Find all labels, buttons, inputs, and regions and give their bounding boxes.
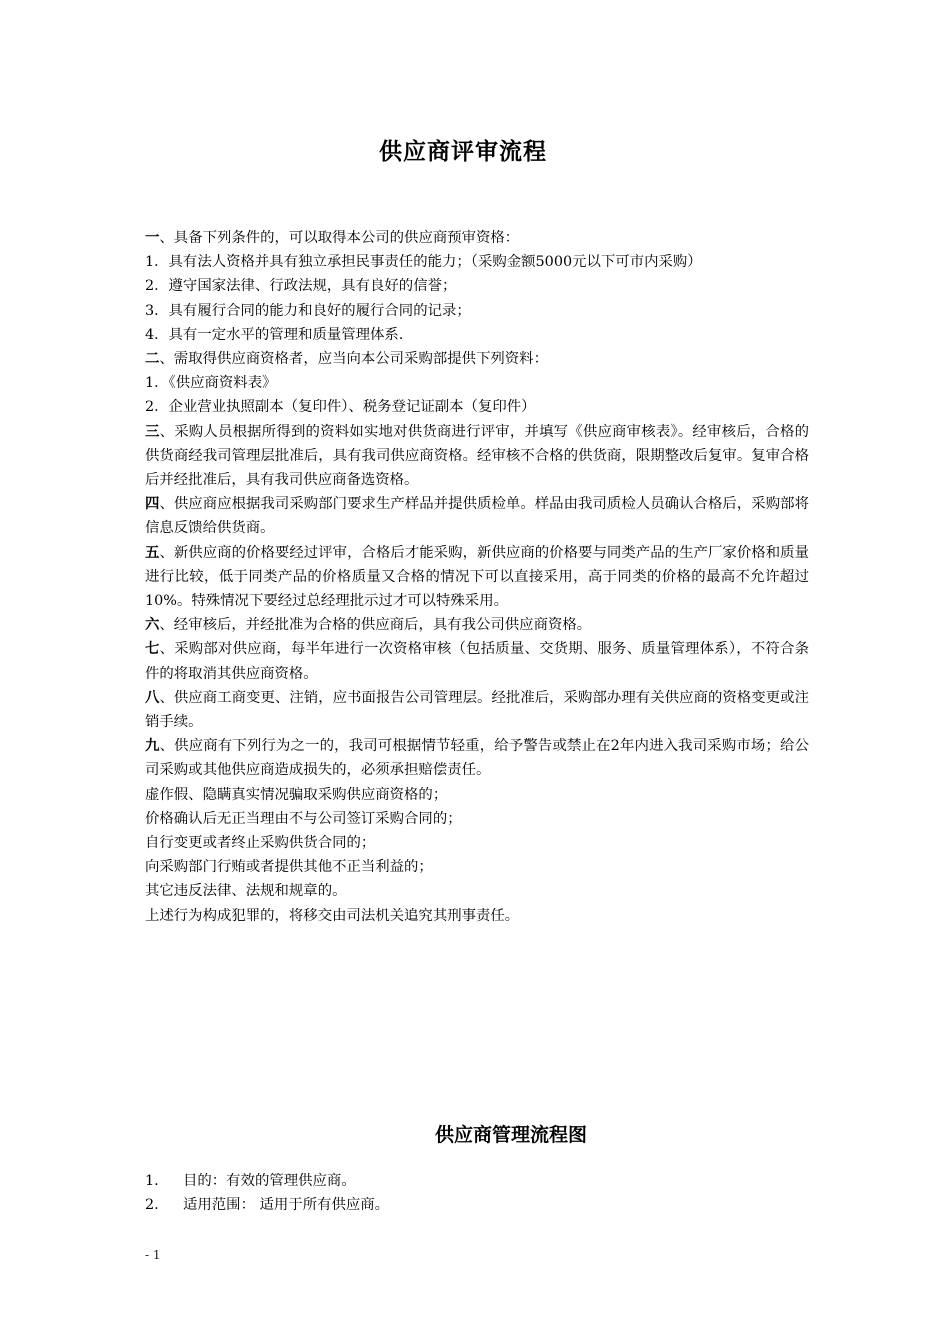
flow-items [145, 1169, 809, 1217]
document-body [145, 226, 809, 928]
list-item [145, 1169, 809, 1193]
list-item: 1．具有法人资格并具有独立承担民事责任的能力；（采购金额5000元以下可市内采购） [145, 254, 702, 271]
section-5-paragraph: 五、新供应商的价格要经过评审，合格后才能采购，新供应商的价格要与同类产品的生产厂家价格和质量进行比较，低于同类产品的价格质量又合格的情况下可以直接采用，高于同类的价格的最高不允许超过10%。特殊情况下要经过总经理批示过才可以特殊采用。 [145, 544, 809, 610]
section-2-heading: 二、需取得供应商资格者，应当向本公司采购部提供下列资料： [145, 351, 548, 368]
flow-chart-title: 供应商管理流程图 [435, 1124, 588, 1146]
item-number: 2. [145, 1197, 159, 1214]
item-text: 目的：有效的管理供应商。 [183, 1173, 356, 1189]
item-text: 适用范围： 适用于所有供应商。 [183, 1197, 390, 1214]
list-item: 3．具有履行合同的能力和良好的履行合同的记录； [145, 302, 471, 319]
list-item: 1．《供应商资料表》 [145, 375, 277, 392]
list-item: 向采购部门行贿或者提供其他不正当利益的； [145, 859, 433, 876]
section-3-paragraph: 三、采购人员根据所得到的资料如实地对供货商进行评审，并填写《供应商审核表》。经审核后，合格的供货商经我司管理层批准后，具有我司供应商资格。经审核不合格的供货商，限期整改后复审。复审合格后并经批准后，具有我司供应商备选资格。 [145, 423, 809, 489]
list-item: 其它违反法律、法规和规章的。 [145, 883, 347, 900]
closing-note: 上述行为构成犯罪的，将移交由司法机关追究其刑事责任。 [145, 907, 520, 924]
list-item: 2．遵守国家法律、行政法规，具有良好的信誉； [145, 278, 457, 295]
section-7-paragraph: 七、采购部对供应商，每半年进行一次资格审核（包括质量、交货期、服务、质量管理体系），不符合条件的将取消其供应商资格。 [145, 641, 809, 682]
item-number: 1. [145, 1173, 159, 1189]
section-1-heading: 一、具备下列条件的，可以取得本公司的供应商预审资格： [145, 230, 520, 246]
section-9-paragraph: 九、供应商有下列行为之一的，我司可根据情节轻重，给予警告或禁止在2年内进入我司采购市场；给公司采购或其他供应商造成损失的，必须承担赔偿责任。 [145, 738, 809, 779]
section-4-paragraph: 四、供应商应根据我司采购部门要求生产样品并提供质检单。样品由我司质检人员确认合格后，采购部将信息反馈给供货商。 [145, 496, 809, 537]
list-item [145, 1193, 809, 1217]
list-item: 价格确认后无正当理由不与公司签订采购合同的； [145, 810, 462, 827]
document-title: 供应商评审流程 [379, 139, 547, 165]
list-item: 2．企业营业执照副本（复印件）、税务登记证副本（复印件） [145, 399, 536, 416]
section-6-paragraph: 六、经审核后，并经批准为合格的供应商后，具有我公司供应商资格。 [145, 617, 592, 634]
list-item: 4．具有一定水平的管理和质量管理体系. [145, 326, 404, 343]
list-item: 虚作假、隐瞒真实情况骗取采购供应商资格的； [145, 786, 448, 803]
section-8-paragraph: 八、供应商工商变更、注销，应书面报告公司管理层。经批准后，采购部办理有关供应商的资格变更或注销手续。 [145, 689, 809, 731]
list-item: 自行变更或者终止采购供货合同的； [145, 835, 376, 852]
page-number: - 1 [145, 1248, 161, 1262]
